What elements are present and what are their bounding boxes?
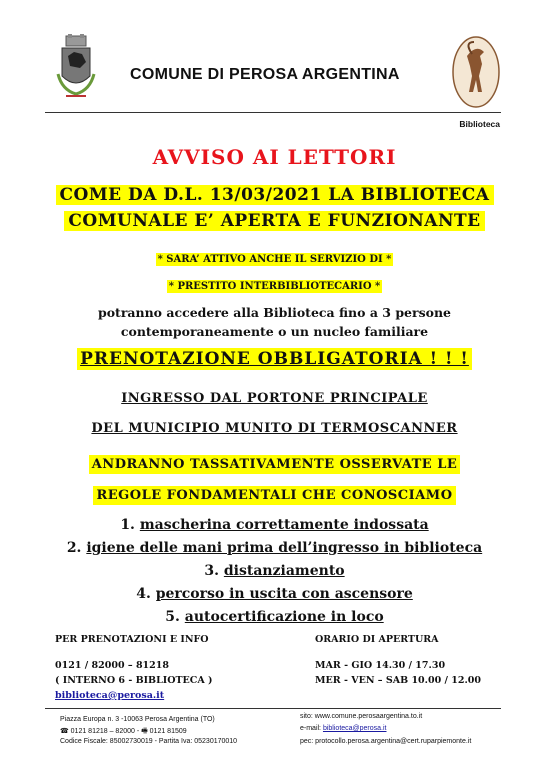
booking-required (0, 349, 549, 369)
rules-line-1 (0, 453, 549, 472)
access-line-1: potranno accedere alla Biblioteca fino a 3 persone (97, 305, 452, 320)
footer-address: Piazza Europa n. 3 -10063 Perosa Argentina (TO) (60, 716, 215, 723)
highlight-line-2-text: COMUNALE E’ APERTA E FUNZIONANTE (64, 211, 484, 231)
list-item: 4. percorso in uscita con ascensore (136, 586, 413, 602)
list-item: 1. mascherina correttamente indossata (120, 517, 429, 533)
hours-heading: ORARIO DI APERTURA (315, 634, 439, 645)
service-line-1 (0, 247, 549, 266)
contacts-internal: ( INTERNO 6 - BIBLIOTECA ) (55, 675, 213, 686)
service-line-1-text: * SARA’ ATTIVO ANCHE IL SERVIZIO DI * (157, 254, 392, 265)
footer-fiscal: Codice Fiscale: 85002730019 - Partita Iva: 05230170010 (60, 738, 238, 745)
highlight-line-2 (0, 209, 549, 233)
header-divider (45, 112, 501, 113)
entrance-line-1: INGRESSO DAL PORTONE PRINCIPALE (121, 391, 428, 406)
notice-heading: AVVISO AI LETTORI (152, 145, 397, 169)
service-line-2-text: * PRESTITO INTERBIBLIOTECARIO * (168, 281, 381, 292)
contacts-phone: 0121 / 82000 – 81218 (55, 660, 169, 671)
footer-email-link[interactable]: biblioteca@perosa.it (322, 725, 387, 732)
footer-phones: ☎ 0121 81218 – 82000 - 🖷 0121 81509 (60, 728, 187, 735)
contacts-email-link[interactable]: biblioteca@perosa.it (55, 690, 165, 701)
footer-email-label: e-mail: (300, 725, 322, 732)
footer-pec: pec: protocollo.perosa.argentina@cert.ruparpiemonte.it (300, 738, 472, 745)
rules-line-1-text: ANDRANNO TASSATIVAMENTE OSSERVATE LE (89, 455, 461, 474)
hours-line-1: MAR - GIO 14.30 / 17.30 (315, 660, 446, 671)
rules-line-2-text: REGOLE FONDAMENTALI CHE CONOSCIAMO (93, 486, 455, 505)
footer-site: sito: www.comune.perosaargentina.to.it (300, 713, 423, 720)
access-line-2: contemporaneamente o un nucleo familiare (120, 324, 429, 339)
entrance-line-2: DEL MUNICIPIO MUNITO DI TERMOSCANNER (91, 421, 458, 436)
rules-list (0, 514, 549, 629)
header-subtitle: Biblioteca (459, 119, 500, 129)
page-title: COMUNE DI PEROSA ARGENTINA (130, 66, 400, 83)
service-line-2 (0, 274, 549, 293)
hours-line-2: MER - VEN – SAB 10.00 / 12.00 (315, 675, 482, 686)
list-item: 3. distanziamento (204, 563, 345, 579)
highlight-line-1 (0, 183, 549, 207)
list-item: 5. autocertificazione in loco (165, 609, 384, 625)
library-ibex-logo-icon (452, 36, 500, 108)
list-item: 2. igiene delle mani prima dell’ingresso in biblioteca (66, 540, 483, 556)
contacts-heading: PER PRENOTAZIONI E INFO (55, 634, 209, 645)
highlight-line-1-text: COME DA D.L. 13/03/2021 LA BIBLIOTECA (56, 185, 494, 205)
footer-email-row (300, 725, 387, 732)
footer-divider (45, 708, 501, 709)
municipal-crest-icon (52, 34, 100, 104)
booking-required-text: PRENOTAZIONE OBBLIGATORIA ! ! ! (77, 348, 472, 370)
contacts-email-wrap (55, 690, 164, 701)
rules-line-2 (0, 484, 549, 503)
